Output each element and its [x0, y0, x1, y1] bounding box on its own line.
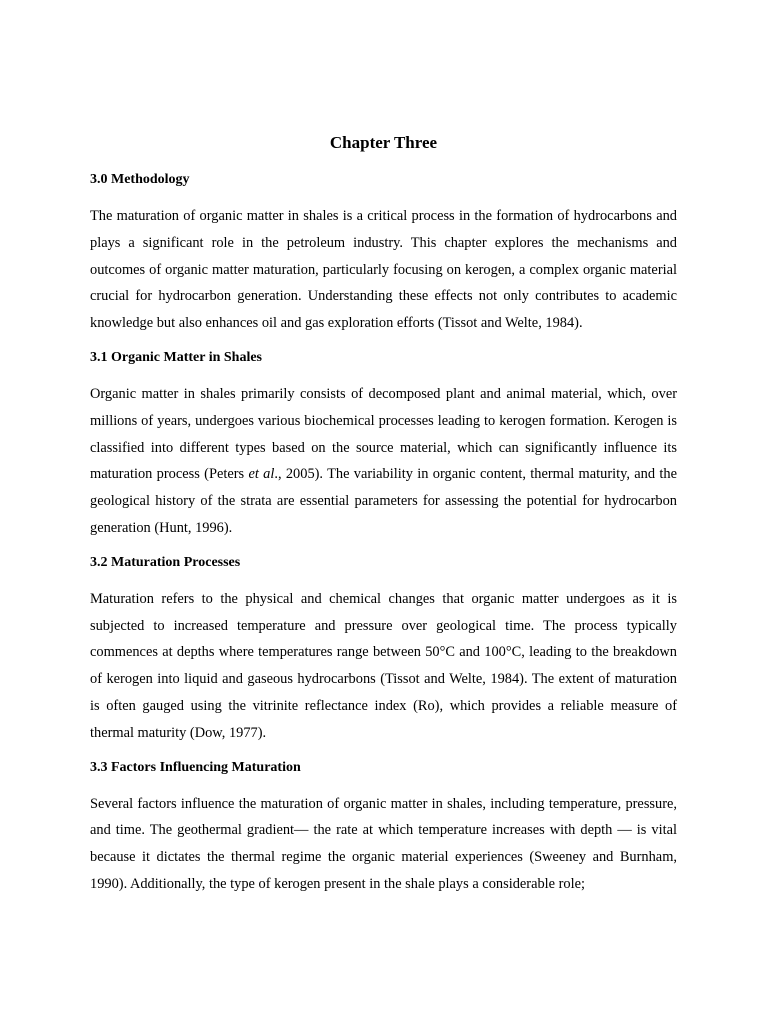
paragraph-organic-matter: [90, 381, 677, 542]
paragraph-text: Organic matter in shales primarily consists of decomposed plant and animal material, which, over millions of years, undergoes various biochemical processes leading to kerogen formation. Kerogen is classified into different types based on the source material, which can significantly influence its maturation process (Peters: [90, 385, 677, 483]
document-body: [90, 130, 677, 909]
chapter-title: Chapter Three: [329, 133, 438, 152]
section-heading-methodology: 3.0 Methodology: [90, 172, 190, 187]
paragraph-text: ., 2005). The variability in organic content, thermal maturity, and the geological history of the strata are essential parameters for assessing the potential for hydrocarbon generation (Hunt, 1996).: [90, 466, 677, 536]
paragraph-maturation-processes: Maturation refers to the physical and chemical changes that organic matter undergoes as it is subjected to increased temperature and pressure over geological time. The process typically commences at depths where temperatures range between 50°C and 100°C, leading to the breakdown of kerogen into liquid and gaseous hydrocarbons (Tissot and Welte, 1984). The extent of maturation is often gauged using the vitrinite reflectance index (Ro), which provides a reliable measure of thermal maturity (Dow, 1977).: [90, 590, 677, 741]
section-heading-maturation-processes: 3.2 Maturation Processes: [90, 554, 241, 570]
paragraph-factors: Several factors influence the maturation of organic matter in shales, including temperature, pressure, and time. The geothermal gradient— the rate at which temperature increases with depth — is vital because it dictates the thermal regime the organic material experiences (Sweeney and Burnham, 1990). Additionally, the type of kerogen present in the shale plays a considerable role;: [90, 795, 677, 892]
paragraph-methodology: The maturation of organic matter in shales is a critical process in the formation of hydrocarbons and plays a significant role in the petroleum industry. This chapter explores the mechanisms and outcomes of organic matter maturation, particularly focusing on kerogen, a complex organic material crucial for hydrocarbon generation. Understanding these effects not only contributes to academic knowledge but also enhances oil and gas exploration efforts (Tissot and Welte, 1984).: [90, 208, 677, 332]
citation-et-al: et al: [248, 466, 275, 483]
section-heading-factors: 3.3 Factors Influencing Maturation: [90, 759, 301, 775]
section-heading-organic-matter: 3.1 Organic Matter in Shales: [90, 349, 263, 365]
